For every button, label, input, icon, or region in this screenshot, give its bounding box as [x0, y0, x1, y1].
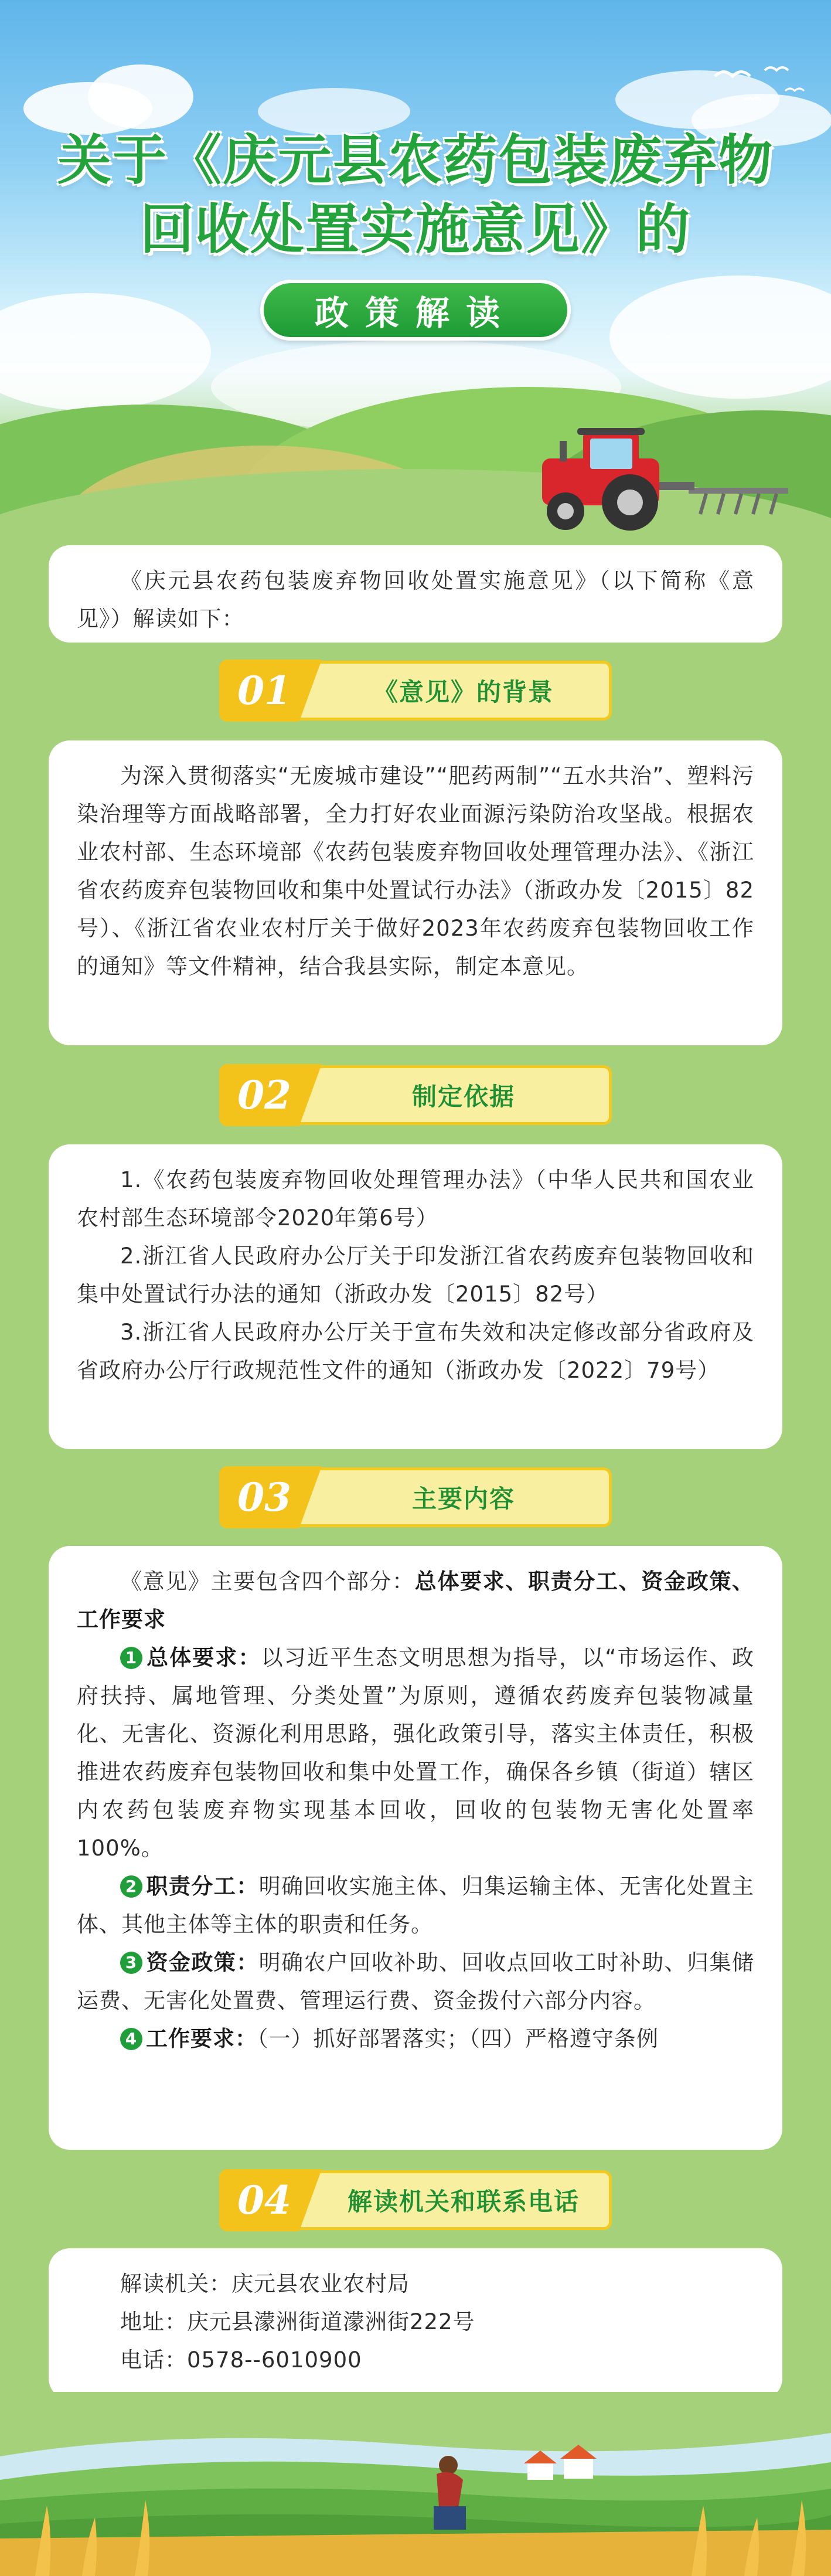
- page-title-line2: 回收处置实施意见》的: [139, 198, 691, 261]
- content-item-1: 1 总体要求：以习近平生态文明思想为指导，以“市场运作、政府扶持、属地管理、分类处置”为原则，遵循农药废弃包装物减量化、无害化、资源化利用思路，强化政策引导，落实主体责任，积极推进农药废弃包装物回收和集中处置工作，确保各乡镇（街道）辖区内农药包装废弃物实现基本回收，回收的包装物无害化处置率100%。: [77, 1645, 755, 1861]
- content-lead: 《意见》主要包含四个部分：总体要求、职责分工、资金政策、工作要求: [77, 1569, 755, 1632]
- intro-card: [49, 545, 782, 643]
- page-title-line1: 关于《庆元县农药包装废弃物: [57, 128, 774, 192]
- footer-scenery: [0, 2392, 831, 2576]
- basis-card: [49, 1144, 782, 1449]
- background-card: [49, 740, 782, 1045]
- number-2-icon: 2: [120, 1875, 142, 1898]
- contact-address: 地址：庆元县濛洲街道濛洲街222号: [120, 2309, 475, 2334]
- section-number: 04: [237, 2177, 291, 2223]
- section-number: 02: [237, 1072, 291, 1118]
- header-banner: [0, 0, 831, 545]
- content-item-3: 3 资金政策：明确农户回收补助、回收点回收工时补助、归集储运费、无害化处置费、管理运行费、资金拨付六部分内容。: [77, 1950, 755, 2013]
- birds-icon: [709, 59, 815, 111]
- section-number: 01: [237, 668, 291, 713]
- contact-card: [49, 2248, 782, 2400]
- farm-landscape-icon: [0, 2392, 831, 2576]
- basis-item-3: 3.浙江省人民政府办公厅关于宣布失效和决定修改部分省政府及省政府办公厅行政规范性文件的通知（浙政办发〔2022〕79号）: [77, 1320, 754, 1383]
- basis-item-2: 2.浙江省人民政府办公厅关于印发浙江省农药废弃包装物回收和集中处置试行办法的通知（浙政办发〔2015〕82号）: [77, 1243, 754, 1307]
- section-header-04: [220, 2170, 612, 2230]
- tractor-icon: [530, 417, 800, 535]
- section-label: 主要内容: [411, 1484, 515, 1513]
- section-label: 《意见》的背景: [373, 678, 554, 706]
- content-item-2: 2 职责分工：明确回收实施主体、归集运输主体、无害化处置主体、其他主体等主体的职责和任务。: [77, 1874, 755, 1937]
- section-label: 解读机关和联系电话: [347, 2187, 580, 2216]
- section-header-03: [220, 1467, 612, 1527]
- section-number: 03: [237, 1474, 291, 1520]
- basis-item-1: 1.《农药包装废弃物回收处理管理办法》（中华人民共和国农业农村部生态环境部令2020年第6号）: [77, 1167, 754, 1231]
- number-1-icon: 1: [120, 1647, 142, 1669]
- subtitle-badge: 政策解读: [260, 280, 571, 341]
- content-item-4: 4 工作要求：（一）抓好部署落实；（四）严格遵守条例: [77, 2020, 754, 2058]
- section-header-01: [220, 661, 612, 721]
- content-card: [49, 1546, 782, 2150]
- number-4-icon: 4: [120, 2028, 142, 2050]
- intro-text: 《庆元县农药包装废弃物回收处置实施意见》（以下简称《意见》）解读如下：: [77, 568, 754, 631]
- section-header-02: [220, 1065, 612, 1125]
- number-3-icon: 3: [120, 1952, 142, 1974]
- contact-agency: 解读机关：庆元县农业农村局: [120, 2271, 410, 2296]
- contact-phone: 电话：0578--6010900: [120, 2347, 362, 2373]
- paragraph: 为深入贯彻落实“无废城市建设”“肥药两制”“五水共治”、塑料污染治理等方面战略部署，全力打好农业面源污染防治攻坚战。根据农业农村部、生态环境部《农药包装废弃物回收处理管理办法》、《浙江省农药废弃包装物回收和集中处置试行办法》（浙政办发〔2015〕82号）、《浙江省农业农村厅关于做好2023年农药废弃包装物回收工作的通知》等文件精神，结合我县实际，制定本意见。: [77, 763, 754, 979]
- section-label: 制定依据: [411, 1082, 515, 1111]
